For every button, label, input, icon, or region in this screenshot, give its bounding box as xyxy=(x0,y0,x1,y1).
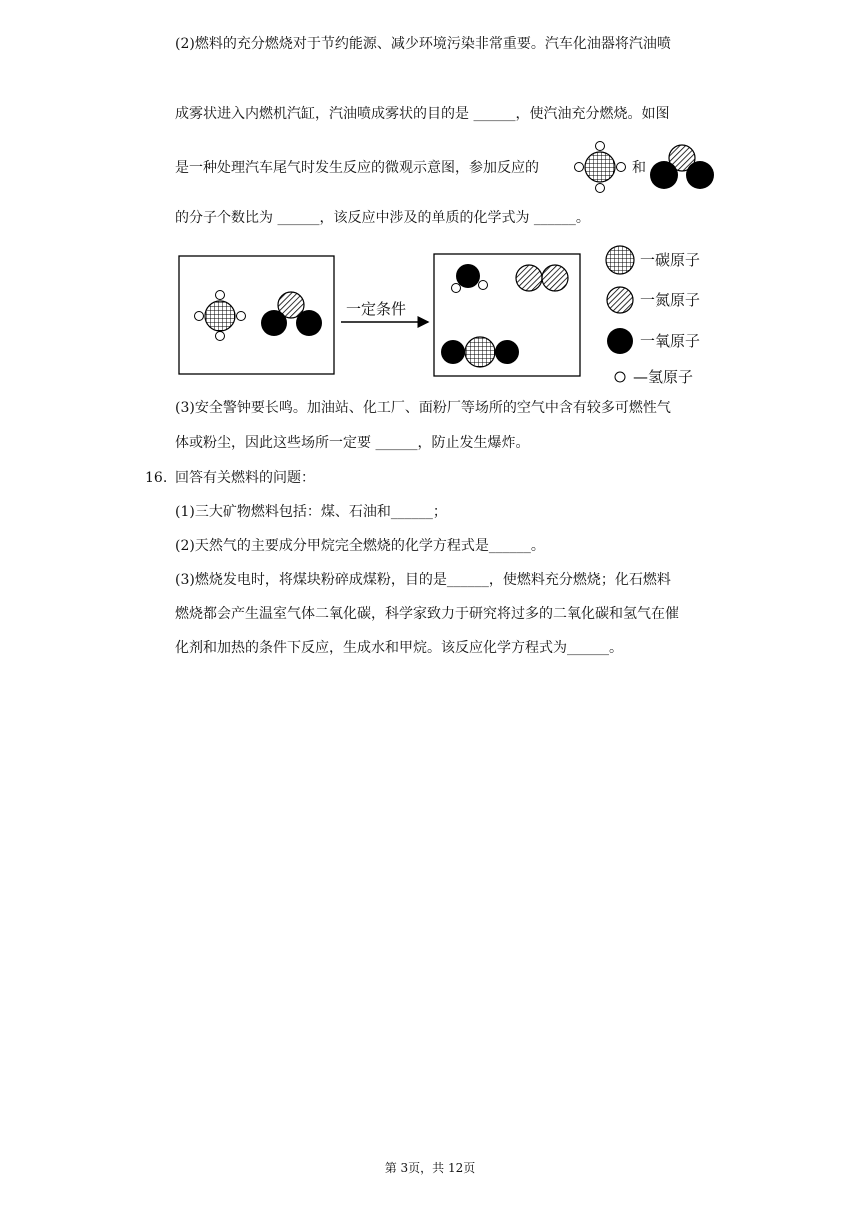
q15-part2-line1: (2)燃料的充分燃烧对于节约能源、减少环境污染非常重要。汽车化油器将汽油喷 xyxy=(175,36,671,52)
reaction-diagram xyxy=(178,242,718,392)
q16-part2: (2)天然气的主要成分甲烷完全燃烧的化学方程式是______。 xyxy=(175,538,545,554)
q16-part3-line3: 化剂和加热的条件下反应，生成水和甲烷。该反应化学方程式为______。 xyxy=(175,640,623,656)
legend-nitrogen-label: 一氮原子 xyxy=(640,291,701,309)
product-carbon-dioxide xyxy=(441,337,519,367)
q16-part3-line2: 燃烧都会产生温室气体二氧化碳，科学家致力于研究将过多的二氧化碳和氢气在催 xyxy=(175,606,679,622)
legend-carbon-label: 一碳原子 xyxy=(640,251,701,269)
q16-part3-line1: (3)燃烧发电时，将煤块粉碎成煤粉，目的是______，使燃料充分燃烧；化石燃料 xyxy=(175,572,671,588)
q15-part3-line1: (3)安全警钟要长鸣。加油站、化工厂、面粉厂等场所的空气中含有较多可燃性气 xyxy=(175,400,671,416)
q16-intro: 回答有关燃料的问题： xyxy=(175,470,315,486)
q16-part1: (1)三大矿物燃料包括：煤、石油和______； xyxy=(175,504,447,520)
q16-number: 16. xyxy=(145,470,168,486)
q15-part2-line2: 成雾状进入内燃机汽缸，汽油喷成雾状的目的是 ______，使汽油充分燃烧。如图 xyxy=(175,106,670,122)
q15-part2-line4: 的分子个数比为 ______，该反应中涉及的单质的化学式为 ______。 xyxy=(175,210,590,226)
q15-part3-line2: 体或粉尘，因此这些场所一定要 ______，防止发生爆炸。 xyxy=(175,435,530,451)
nitrogen-dioxide-molecule-inline xyxy=(648,143,716,191)
legend-oxygen-label: 一氧原子 xyxy=(640,332,701,350)
arrow-label: 一定条件 xyxy=(346,300,407,318)
methane-molecule-inline xyxy=(573,139,633,195)
legend xyxy=(606,246,700,386)
q15-part2-line3-text: 是一种处理汽车尾气时发生反应的微观示意图，参加反应的 xyxy=(175,160,539,176)
page-footer: 第 3页，共 12页 xyxy=(384,1161,476,1175)
legend-hydrogen-label: —氢原子 xyxy=(633,368,694,386)
q15-and-word: 和 xyxy=(632,160,646,176)
